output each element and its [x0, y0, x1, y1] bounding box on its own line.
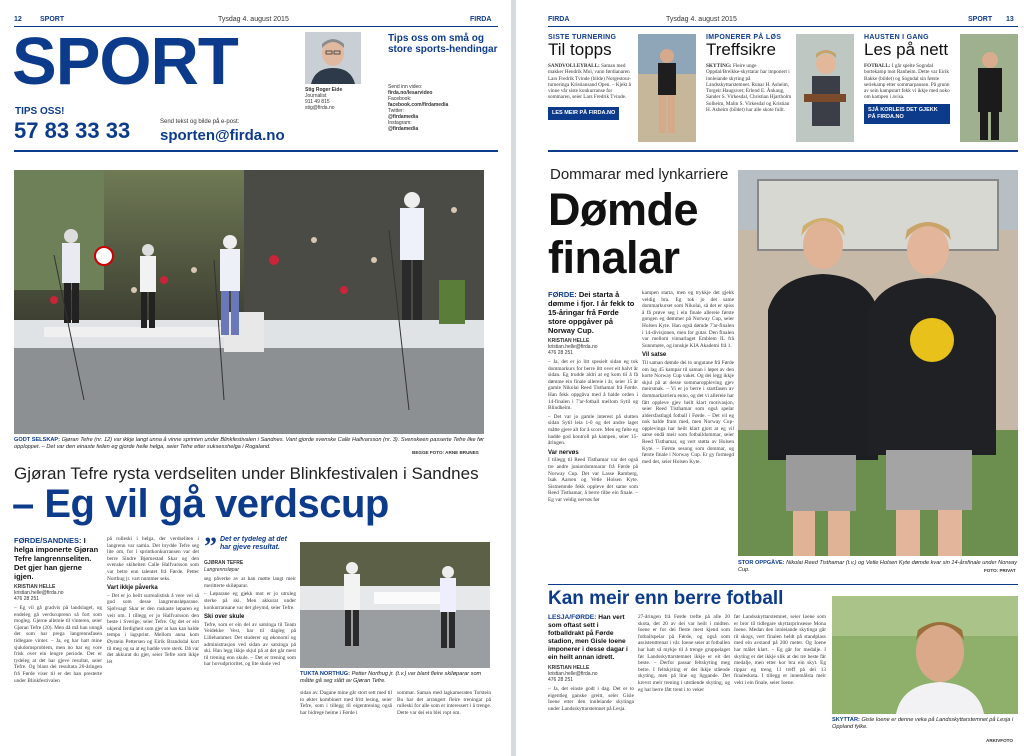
- byline-name: KRISTIAN HELLE: [548, 338, 590, 344]
- story-col1-p3: I tillegg til Reed Tisthamar var det også tre andre juniordommarar frå Førde på Norway Cup. Det var Lasse Ramberg, Isak Aarsen og Vetle Holsen Kyte. Sistnemnde fekk oppleve det same som Reed Tisthamar, å berre tilbe ein finale. – Eg var veldig nervøs før: [548, 457, 638, 503]
- byline-phone: 476 28 251: [14, 596, 40, 602]
- headline: – Eg vil gå verdscup: [12, 482, 389, 526]
- module-label: FOTBALL:: [864, 63, 891, 69]
- shooter-photo: [796, 34, 854, 142]
- section-label: SPORT: [968, 16, 993, 23]
- contact-line[interactable]: firda.no/lesarvideo: [388, 90, 433, 96]
- photo-credit: BEGGE FOTO: ARNE BRUNES: [412, 450, 479, 455]
- story2-byline-email: kristian.helle@firda.no: [548, 671, 598, 677]
- story-col2-p1: kampen starta, men eg trykkje det gjekk veldig bra. Eg tok jo det same dommarkurset som Nikolai, så det er spiss å få prøve seg i ein finale allereie første gongen eg dømmer på Norway Cup, seier Holsen Kyte. Han også dømde 7'ar-finalen i 14-divisjonen, men for gutar. Den finalen var mellom vinnarlaget Emblem IL frå Sunnmøre, og innskje KIA Akademi frå 1.: [642, 290, 734, 349]
- read-more-button[interactable]: LES MEIR PÅ FIRDA.NO: [548, 107, 619, 120]
- journalist-role: Journalist: [305, 93, 327, 99]
- story2-lead-place: LESJA/FØRDE:: [548, 614, 597, 621]
- page-number: 12: [14, 16, 22, 23]
- ioene-photo: [832, 596, 1018, 714]
- northug-photo: [300, 542, 490, 668]
- paper-name: FIRDA: [548, 16, 570, 23]
- module-text: Saman med makker Hendrik Mol, vann førdianaren Lars Fredrik Tvinde (bilde) Norgestour-turneringa Kristiansand Open. – Kjekt å vinne vår siste konkurranse for sommaren, seier Lars Fredrik Tvinde.: [548, 63, 631, 101]
- lead-place: FØRDE:: [548, 290, 577, 299]
- module-text: Fleire unge Oppdal/Breikke-skyttarar har imponert i innleiande skyting på Landsskyttarstemnet. Runar H. Asheim, Torgeir Haugsvær, Erlend E. Ånkaug, Sander S. Virkesdal, Christian Hjartholm Solheim, Malin S. Virkesdal og Kristian H. Asheim (bildet) har alle skote fullt.: [706, 63, 792, 114]
- journalist-name: Stig Roger Eide: [305, 87, 343, 93]
- volleyball-photo: [638, 34, 696, 142]
- byline-phone: 476 28 251: [548, 350, 574, 356]
- contact-line: Send inn video:: [388, 84, 423, 90]
- sport-email: sporten@firda.no: [160, 127, 285, 144]
- rollerski-photo: [14, 170, 484, 434]
- story2-col3: før Landsskyttarstemnet, seier Ioene som er bror til tidlegare skyttarprinsesse Mona Ioene. Medan den innleiande skytinga går til skogs, vert finalen heldt på standplass med ein avstand på 200 meter. Og Ioene har målet klart. – Eg går for medalje. I skyting er det ikkje slik at dei tre beste får medalje, men etter kor bra ein skyt. Eg tippar eg treng 11 treff på dei 13 finaleskota. I tillegg er innemålsta meir vekt i ein finale, seier Ioene.: [734, 614, 826, 686]
- pull-quote: Det er tydeleg at det har gjeve resultat.: [220, 536, 287, 551]
- overline: Gjøran Tefre rysta verdseliten under Blinkfestivalen i Sandnes: [14, 464, 479, 483]
- lead-place: FØRDE/SANDNES:: [14, 536, 82, 545]
- story-headline: Dømde finalar: [548, 184, 699, 283]
- article-col2-p2: – Det er jo heilt surrealistisk å vere vel så god som desse langrennsløparane. Sjølvsagt Skar er den raskaste løparen eg veit om. I tillegg er jo Halfvarsson den beste i Sverige, seier Tefre. Og det er ein ukjend ferdigheit som gjer at han kan halde tempo i lagsprint. Mellom anna kom Øystein Pettersen og Eirik Brandsdal kort til meg og sa at eg hadde vore sterk. Då var det akkurat du gjer, seier Tefre som ikkje lét: [107, 592, 199, 665]
- article-col4: sidan av. Dagane mine går stort sett med til to økter kombinert med fritt lesing, seier Tefre, som i tillegg til eigentrening også har bidrege heime i Førde i: [300, 690, 392, 716]
- byline-email: kristian.helle@firda.no: [548, 344, 598, 350]
- left-page: [0, 0, 511, 756]
- module-title: IMPONERER PÅ LØS: [706, 34, 782, 41]
- subhead-satse: Vil satse: [642, 352, 667, 359]
- contact-line[interactable]: @firdamedia: [388, 126, 419, 132]
- module-label: SKYTING:: [706, 63, 732, 69]
- tips-heading: Tips oss om små og store sports-hendingar: [388, 33, 498, 55]
- photo-caption-label: GODT SELSKAP:: [14, 437, 60, 443]
- story2-lead: Han vert som oftast sett i fotballdrakt på Førde stadion, men Gisle Ioene imponerer i desse dagar i ein heilt annan idrett.: [548, 614, 628, 661]
- article-col1: – Eg vil gå gradvis på landslaget, og endeleg gå verdscuprenn så fort som mogleg. Gjerne allereie til vinteren, seier Gjøran Tefre (20). Men då må han unngå det som har prega langrennsfasen tidlegare vinter. – Ja, eg har hatt mine sjukdomsproblem, men no har eg vore frisk over ein lengre periode. Det er tydeleg at det har gjeve resultat, seier Tefre. Og blant dei resultata 20-åringen frå Førde viser til er det han presterte under Blinkfestivalen: [14, 605, 102, 684]
- paper-name: FIRDA: [470, 16, 492, 23]
- portrait-caption-label: SKYTTAR:: [832, 717, 860, 723]
- story-col2-p2: Til saman dømde dei to ungutane frå Førde om lag 45 kampar til saman i løpet av den korte Norway Cup vaket. Og dei legg ikkje skjul på at desse sommaroppleving gjev meirsmak. – Vi er jo berre i startfasen av dommarkarriera enno, og det vi allereie har fått oppleve gjev heilt klart motivasjon, seier Reed Tisthamar som også spelar aldersfastlagd fotball i Førde. – Det vil eg nok halde fram med, men Norway Cup-opplevinga har heilt klart gjort at eg vil satse endå meir som fotballdommar, seier Reed Tisthamar, og vert støtta av Holsen Kyte. – Første sesong som dommar, og første finale i Norway Cup. Er gy formegd med det, seier Holsen Kyte.: [642, 359, 734, 465]
- quote-name: GJØRAN TEFRE: [204, 560, 244, 566]
- subhead-vart: Vart ikkje påverka: [107, 585, 158, 592]
- subhead-nervos: Var nervøs: [548, 449, 579, 456]
- contact-line: Twitter:: [388, 108, 405, 114]
- masthead: SPORT: [12, 24, 238, 99]
- send-tekst: Send tekst og bilde på e-post:: [160, 119, 240, 125]
- contact-line[interactable]: @firdamedia: [388, 114, 419, 120]
- quote-role: Langrennsløpar: [204, 566, 240, 573]
- page-date: Tysdag 4. august 2015: [666, 16, 737, 23]
- portrait-caption: Gisle Ioene er denne veka på Landsskyttarstemnet på Lesja i Oppland fylke.: [832, 717, 1014, 730]
- page-date: Tysdag 4. august 2015: [218, 16, 289, 23]
- story-col1-p1: – Ja, det er jo litt spesielt sidan eg tok dommarkurs for berre litt over eit halvt år sidan. Eg trudde aldri at eg kom til å få dømme ein finale allereie i år, seier 15 år gamle Nikolai Reed Tisthamar frå Førde. Han fekk oppgåva med å halde orden i 14-finalen i 7'ar-fotball mellom Sytil og Blindheim.: [548, 359, 638, 412]
- story-overline: Dommarar med lynkarriere: [550, 166, 729, 183]
- story2-byline-phone: 476 28 251: [548, 677, 574, 683]
- module-headline: Til topps: [548, 40, 612, 59]
- lead-text: I helga imponerte Gjøran Tefre langrennseliten. Det gjer han gjerne igjen.: [14, 536, 99, 581]
- article-col2-p1: på rulleski i helga, der verdseliten i langrenn var samla. Det brydde Tefre seg lite om, for i sprintkonkurransen var det berre Sindre Bjørnestad Skar og den svenske skiheiten Calle Halfvarsson som var betre enn talentet frå Førde. Petter Northug jr. vart nummer seks.: [107, 536, 199, 582]
- section-label: SPORT: [40, 16, 65, 23]
- article-col5: sommar. Saman med lagkameraten Torstein Bu har det arrangert fleire treningar på rulleski for alle som er interessert i å trenge. Dette var dei ein blei ropt om.: [397, 690, 491, 716]
- story2-col1: – Ja, det einste godt i dag. Det er to eigentleg ganske greitt, seier Gisle Ioene etter den innleiande skytinga under Landsskyttarstemnet på Lesja.: [548, 686, 634, 712]
- journalist-email: stig@firda.no: [305, 105, 335, 111]
- article-col3-p2: – Løparane eg gjekk mot er jo utruleg sterke på ski. Men akkurat under konkurransane var det gleymd, seier Tefre.: [204, 591, 296, 611]
- story2-headline: Kan meir enn berre fotball: [548, 588, 784, 609]
- module-headline: Treffsikre: [706, 40, 776, 59]
- photo-caption-label: STOR OPPGÅVE:: [738, 560, 785, 566]
- tips-label: TIPS OSS!: [15, 106, 65, 117]
- article-col3-p3: Tefre, som er ein del av satsinga til Team Veidekke Vest, har til dagleg på Lillehammer. Det studerer og økonomi og administrasjon ved sidan av satsinga på ski. Han legg ikkje skjul på at det går mest til trening enn skule. – Det er trening som har hovudprioritet, og lite skule ved: [204, 621, 296, 668]
- contact-list: [388, 84, 498, 132]
- referees-photo: [738, 170, 1018, 556]
- module-title: SISTE TURNERING: [548, 34, 617, 41]
- module-text: I går spelte Sogndal bortekamp mot Ranheim. Dette var Eirik Bakke (bildet) og Sogndal sin første seriekamp etter sommarpausen. På grunn av sein kampstart fekk vi ikkje med noko om kampen i avisa.: [864, 63, 950, 101]
- football-photo: [960, 34, 1018, 142]
- right-page: [516, 0, 1024, 756]
- module-headline: Les på nett: [864, 40, 949, 59]
- journalist-photo: [305, 32, 361, 84]
- lead-text: Dei starta å dømme i fjor. I år fekk to 15-åringar frå Førde store oppgåver på Norway Cup.: [548, 290, 635, 335]
- byline-email: kristian.helle@firda.no: [14, 590, 64, 596]
- module-title: HAUSTEN I GANG: [864, 34, 929, 41]
- photo-caption: Gjøran Tefre (nr. 12) var ikkje langt unna å vinne sprinten under Blinkfestivalen i Sandnes. Vant gjorde svenske Calle Halfvarsson (nr. 3). Svenskeen passerte Tefre like før opploppet. – Det var den einaste feilen eg gjorde heile helga, seier Tefre etter suksesshelga i Rogaland.: [14, 437, 484, 450]
- photo-caption: Nikolai Reed Tisthamar (t.v.) og Vetle Holsen Kyte dømde kvar sin 14-årsfinale under Norway Cup.: [738, 560, 1018, 573]
- subhead-ski: Ski over skule: [204, 614, 245, 621]
- portrait-credit: ARKIVFOTO: [986, 738, 1013, 743]
- article-col3-p1: seg påverke av at han møtte langt meir meritterte skiløparar.: [204, 576, 296, 589]
- story2-byline-name: KRISTIAN HELLE: [548, 665, 590, 671]
- story2-col2: 27-åringen frå Førde trefte på alle 20 skota, det 20 av dei var heilt i midten. Ioene er for dei fleste mest kjend som fotballspelar på Førde, og også som assistenttrenar i vår. Ioene seier at fotballen har hatt så mykje til å trenge gruppelaget før Landsskyttarstemnet ikkje er eit det beste. – Derfor passar feltskyting meg betre. I feltskyting er det ikkje stående skyting, men på line og liggande. Det krevst meir trening i utstående skyting, og eg har berre fått trent i to veker: [638, 614, 730, 693]
- contact-line[interactable]: facebook.com/firdamedia: [388, 102, 449, 108]
- read-more-button[interactable]: SJÅ KORLEIS DET GJEKK PÅ FIRDA.NO: [864, 104, 950, 124]
- contact-line: Instagram:: [388, 120, 412, 126]
- photo2-caption: Petter Northug jr. (t.v.) var blant fleire skiløparar som måtte gå seg slått av Gjøran Tefre.: [300, 671, 482, 684]
- page-number: 13: [1006, 16, 1014, 23]
- byline-name: KRISTIAN HELLE: [14, 584, 56, 590]
- photo2-caption-label: TUKTA NORTHUG:: [300, 671, 351, 677]
- photo-credit: FOTO: PRIVAT: [984, 568, 1016, 573]
- journalist-phone: 911 49 815: [305, 99, 330, 105]
- tips-phone: 57 83 33 33: [14, 118, 131, 143]
- module-label: SANDVOLLEYBALL:: [548, 63, 600, 69]
- story-col1-p2: – Det var jo gamle interest på slutten sidan Sytil leia 1-0 og det andre laget måtte gjere alt for å score. Men eg følte eg hadde god kontroll på kampen, seier 15-åringen.: [548, 413, 638, 447]
- quote-mark-icon: ”: [204, 536, 217, 561]
- contact-line: Facebook:: [388, 96, 412, 102]
